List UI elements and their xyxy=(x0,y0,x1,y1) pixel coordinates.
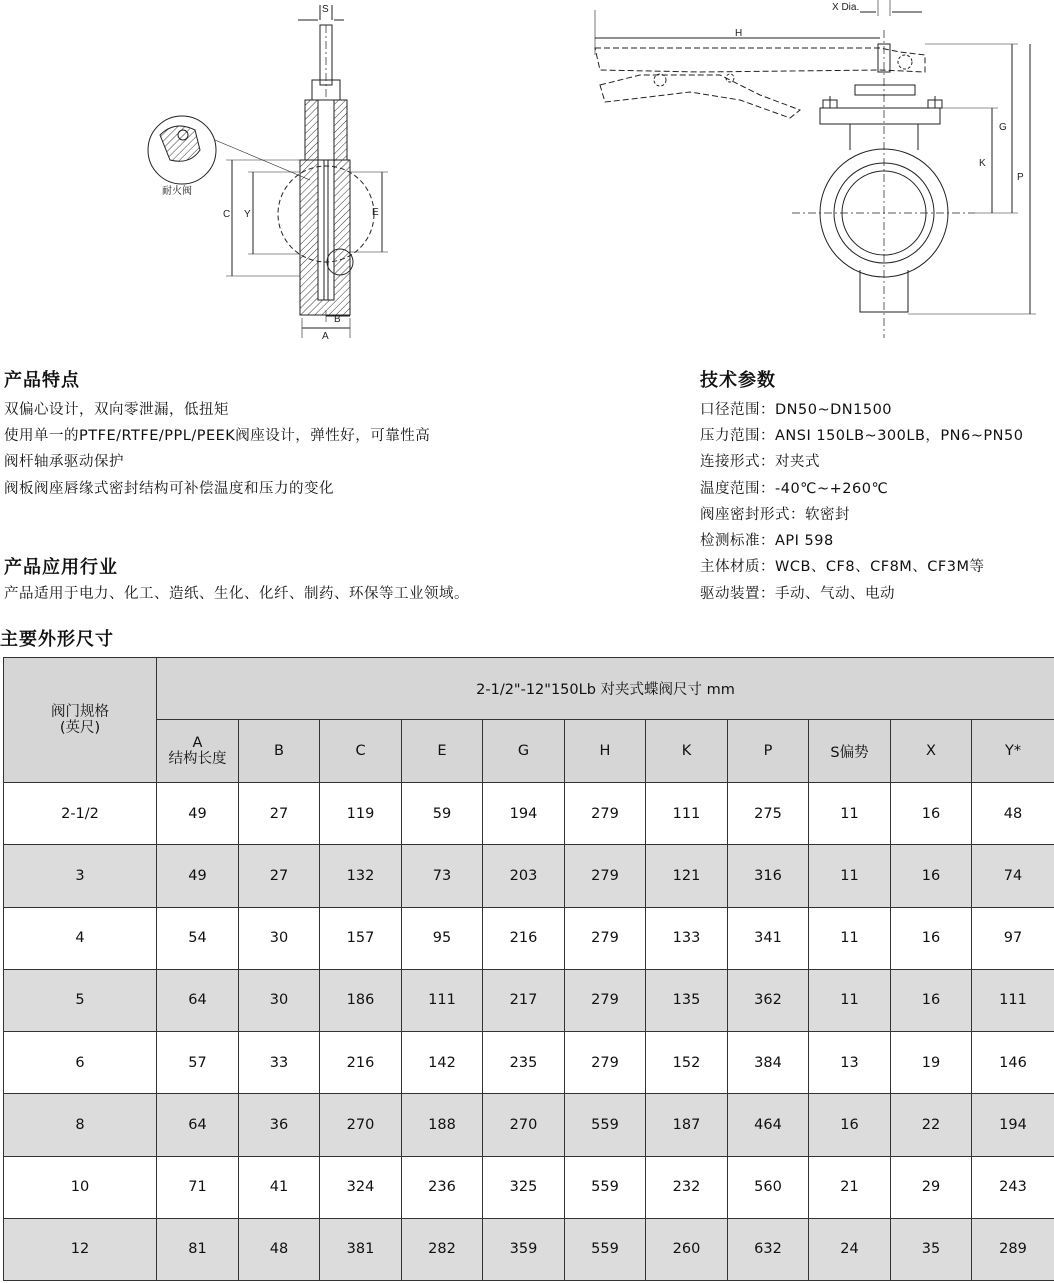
value-cell: 236 xyxy=(402,1156,483,1218)
value-cell: 64 xyxy=(157,1094,239,1156)
feature-line: 双偏心设计，双向零泄漏，低扭矩 xyxy=(4,402,229,418)
value-cell: 381 xyxy=(320,1218,402,1280)
value-cell: 142 xyxy=(402,1032,483,1094)
value-cell: 235 xyxy=(483,1032,565,1094)
value-cell: 279 xyxy=(565,845,646,907)
dim-label-s: S xyxy=(322,4,329,15)
dim-label-k: K xyxy=(979,158,986,169)
value-cell: 260 xyxy=(646,1218,728,1280)
value-cell: 384 xyxy=(728,1032,809,1094)
value-cell: 73 xyxy=(402,845,483,907)
value-cell: 216 xyxy=(320,1032,402,1094)
front-view-labels xyxy=(735,2,1024,183)
value-cell: 16 xyxy=(809,1094,891,1156)
features-title: 产品特点 xyxy=(4,370,80,391)
value-cell: 464 xyxy=(728,1094,809,1156)
value-cell: 217 xyxy=(483,969,565,1031)
value-cell: 27 xyxy=(239,783,320,845)
value-cell: 22 xyxy=(891,1094,972,1156)
size-header-line1: 阀门规格 xyxy=(51,704,109,720)
dim-label-h: H xyxy=(735,28,743,39)
value-cell: 135 xyxy=(646,969,728,1031)
col-header: C xyxy=(320,720,402,783)
value-cell: 11 xyxy=(809,969,891,1031)
col-header: H xyxy=(565,720,646,783)
col-header-a-letter: A xyxy=(192,735,203,751)
spec-line: 连接形式：对夹式 xyxy=(700,454,820,470)
dimensions-title: 主要外形尺寸 xyxy=(0,629,114,650)
value-cell: 186 xyxy=(320,969,402,1031)
application-title: 产品应用行业 xyxy=(4,557,118,578)
value-cell: 111 xyxy=(972,969,1054,1031)
col-header: S偏势 xyxy=(809,720,891,783)
fireproof-valve-label: 耐火阀 xyxy=(162,186,192,197)
valve-technical-drawing xyxy=(0,0,1054,345)
value-cell: 279 xyxy=(565,783,646,845)
value-cell: 119 xyxy=(320,783,402,845)
value-cell: 133 xyxy=(646,907,728,969)
col-header-a xyxy=(157,720,239,783)
spec-line: 压力范围：ANSI 150LB~300LB，PN6~PN50 xyxy=(700,428,1024,444)
col-header: Y* xyxy=(972,720,1054,783)
col-header: P xyxy=(728,720,809,783)
value-cell: 16 xyxy=(891,969,972,1031)
value-cell: 49 xyxy=(157,783,239,845)
value-cell: 95 xyxy=(402,907,483,969)
value-cell: 146 xyxy=(972,1032,1054,1094)
value-cell: 57 xyxy=(157,1032,239,1094)
value-cell: 132 xyxy=(320,845,402,907)
feature-line: 阀板阀座唇缘式密封结构可补偿温度和压力的变化 xyxy=(4,481,334,497)
spec-line: 口径范围：DN50~DN1500 xyxy=(700,402,893,418)
value-cell: 194 xyxy=(483,783,565,845)
table-row xyxy=(4,783,1054,845)
side-section-view xyxy=(148,5,388,338)
value-cell: 188 xyxy=(402,1094,483,1156)
value-cell: 359 xyxy=(483,1218,565,1280)
dim-label-xdia: X Dia. xyxy=(832,2,860,13)
value-cell: 325 xyxy=(483,1156,565,1218)
value-cell: 216 xyxy=(483,907,565,969)
table-row xyxy=(4,1094,1054,1156)
size-cell: 4 xyxy=(4,907,157,969)
value-cell: 16 xyxy=(891,907,972,969)
size-cell: 8 xyxy=(4,1094,157,1156)
value-cell: 59 xyxy=(402,783,483,845)
value-cell: 19 xyxy=(891,1032,972,1094)
size-header xyxy=(4,658,157,783)
value-cell: 279 xyxy=(565,969,646,1031)
table-row xyxy=(4,1156,1054,1218)
value-cell: 30 xyxy=(239,907,320,969)
size-cell: 2-1/2 xyxy=(4,783,157,845)
table-title: 2-1/2"-12"150Lb 对夹式蝶阀尺寸 mm xyxy=(157,658,1054,720)
value-cell: 275 xyxy=(728,783,809,845)
value-cell: 559 xyxy=(565,1156,646,1218)
value-cell: 279 xyxy=(565,1032,646,1094)
value-cell: 203 xyxy=(483,845,565,907)
value-cell: 560 xyxy=(728,1156,809,1218)
front-view xyxy=(595,0,1036,338)
value-cell: 74 xyxy=(972,845,1054,907)
value-cell: 157 xyxy=(320,907,402,969)
value-cell: 13 xyxy=(809,1032,891,1094)
application-text: 产品适用于电力、化工、造纸、生化、化纤、制药、环保等工业领域。 xyxy=(4,586,469,602)
size-cell: 10 xyxy=(4,1156,157,1218)
col-header: E xyxy=(402,720,483,783)
value-cell: 16 xyxy=(891,783,972,845)
col-header: X xyxy=(891,720,972,783)
spec-line: 驱动装置：手动、气动、电动 xyxy=(700,586,895,602)
value-cell: 33 xyxy=(239,1032,320,1094)
specs-title: 技术参数 xyxy=(700,370,776,391)
dim-label-y: Y xyxy=(244,209,251,220)
value-cell: 194 xyxy=(972,1094,1054,1156)
value-cell: 270 xyxy=(320,1094,402,1156)
value-cell: 29 xyxy=(891,1156,972,1218)
value-cell: 632 xyxy=(728,1218,809,1280)
table-row xyxy=(4,969,1054,1031)
dim-label-p: P xyxy=(1017,172,1024,183)
value-cell: 11 xyxy=(809,783,891,845)
dim-label-c: C xyxy=(223,209,231,220)
value-cell: 21 xyxy=(809,1156,891,1218)
value-cell: 316 xyxy=(728,845,809,907)
feature-line: 阀杆轴承驱动保护 xyxy=(4,454,124,470)
value-cell: 35 xyxy=(891,1218,972,1280)
value-cell: 324 xyxy=(320,1156,402,1218)
size-header-line2: (英尺) xyxy=(59,720,101,736)
table-row xyxy=(4,845,1054,907)
dim-label-a: A xyxy=(322,331,329,342)
value-cell: 232 xyxy=(646,1156,728,1218)
feature-line: 使用单一的PTFE/RTFE/PPL/PEEK阀座设计，弹性好，可靠性高 xyxy=(4,428,431,444)
dimensions-table-body xyxy=(4,783,1054,1281)
dim-label-b: B xyxy=(334,314,341,325)
value-cell: 187 xyxy=(646,1094,728,1156)
table-row xyxy=(4,907,1054,969)
value-cell: 27 xyxy=(239,845,320,907)
col-header: G xyxy=(483,720,565,783)
value-cell: 11 xyxy=(809,907,891,969)
value-cell: 48 xyxy=(239,1218,320,1280)
value-cell: 362 xyxy=(728,969,809,1031)
value-cell: 48 xyxy=(972,783,1054,845)
spec-line: 阀座密封形式：软密封 xyxy=(700,507,850,523)
value-cell: 279 xyxy=(565,907,646,969)
table-row xyxy=(4,1218,1054,1280)
dim-label-g: G xyxy=(999,122,1007,133)
size-cell: 12 xyxy=(4,1218,157,1280)
value-cell: 24 xyxy=(809,1218,891,1280)
dimensions-table xyxy=(3,657,1054,1281)
value-cell: 81 xyxy=(157,1218,239,1280)
value-cell: 41 xyxy=(239,1156,320,1218)
value-cell: 111 xyxy=(402,969,483,1031)
value-cell: 121 xyxy=(646,845,728,907)
size-cell: 3 xyxy=(4,845,157,907)
value-cell: 111 xyxy=(646,783,728,845)
value-cell: 282 xyxy=(402,1218,483,1280)
value-cell: 16 xyxy=(891,845,972,907)
value-cell: 71 xyxy=(157,1156,239,1218)
value-cell: 30 xyxy=(239,969,320,1031)
value-cell: 36 xyxy=(239,1094,320,1156)
col-header: K xyxy=(646,720,728,783)
value-cell: 11 xyxy=(809,845,891,907)
value-cell: 559 xyxy=(565,1094,646,1156)
table-row xyxy=(4,1032,1054,1094)
value-cell: 289 xyxy=(972,1218,1054,1280)
value-cell: 97 xyxy=(972,907,1054,969)
col-header-a-desc: 结构长度 xyxy=(168,751,227,767)
value-cell: 270 xyxy=(483,1094,565,1156)
size-cell: 6 xyxy=(4,1032,157,1094)
size-cell: 5 xyxy=(4,969,157,1031)
value-cell: 341 xyxy=(728,907,809,969)
dim-label-e: E xyxy=(372,207,379,218)
col-header: B xyxy=(239,720,320,783)
value-cell: 152 xyxy=(646,1032,728,1094)
spec-line: 温度范围：-40℃~+260℃ xyxy=(700,481,889,497)
spec-line: 主体材质：WCB、CF8、CF8M、CF3M等 xyxy=(700,559,985,575)
value-cell: 559 xyxy=(565,1218,646,1280)
value-cell: 243 xyxy=(972,1156,1054,1218)
value-cell: 64 xyxy=(157,969,239,1031)
value-cell: 54 xyxy=(157,907,239,969)
value-cell: 49 xyxy=(157,845,239,907)
spec-line: 检测标准：API 598 xyxy=(700,533,834,549)
